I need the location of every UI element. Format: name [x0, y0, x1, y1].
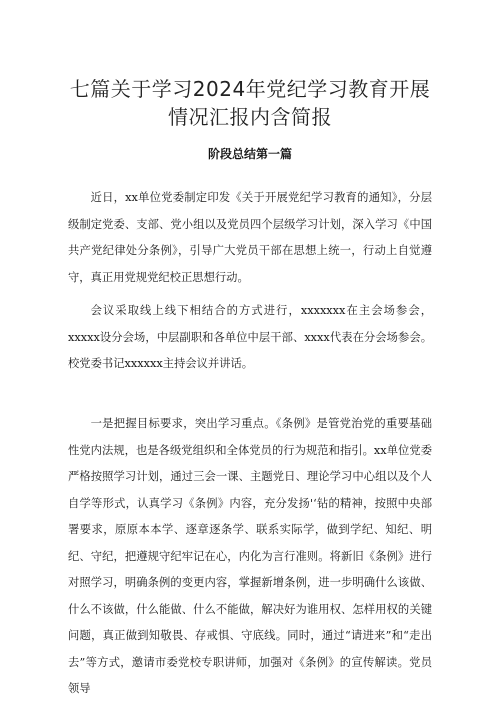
- document-title: 七篇关于学习2024年党纪学习教育开展情况汇报内含简报: [69, 77, 431, 130]
- paragraph: 一是把握目标要求，突出学习重点。《条例》是管党治党的重要基础性党内法规，也是各级党组织和全体党员的行为规范和指引。xx单位党委严格按照学习计划，通过三会一课、主题党日、理论学习中心组以及个人自学等形式，认真学习《条例》内容，充分发扬'‘钻的精神，按照中央部署要求，原原本本学、逐章逐条学、联系实际学，做到学纪、知纪、明纪、守纪，把遵规守纪牢记在心，内化为言行准则。将新旧《条例》进行对照学习，明确条例的变更内容，掌握新增条例，进一步明确什么该做、什么不该做，什么能做、什么不能做，解决好为谁用权、怎样用权的关键问题，真正做到知敬畏、存戒惧、守底线。同时，通过“请进来”和“走出去”等方式，邀请市委党校专职讲师，加强对《条例》的宣传解读。党员领导: [68, 417, 432, 696]
- section-heading: 阶段总结第一篇: [207, 147, 292, 161]
- paragraph: 会议采取线上线下相结合的方式进行，xxxxxxx在主会场参会，xxxxx设分会场，中层副职和各单位中层干部、xxxx代表在分会场参会。校党委书记xxxxxx主持会议并讲话。: [68, 304, 432, 371]
- paragraph: 近日，xx单位党委制定印发《关于开展党纪学习教育的通知》，分层级制定党委、支部、党小组以及党员四个层级学习计划，深入学习《中国共产党纪律处分条例》，引导广大党员干部在思想上统一，行动上自觉遵守，真正用党规党纪校正思想行动。: [68, 191, 432, 284]
